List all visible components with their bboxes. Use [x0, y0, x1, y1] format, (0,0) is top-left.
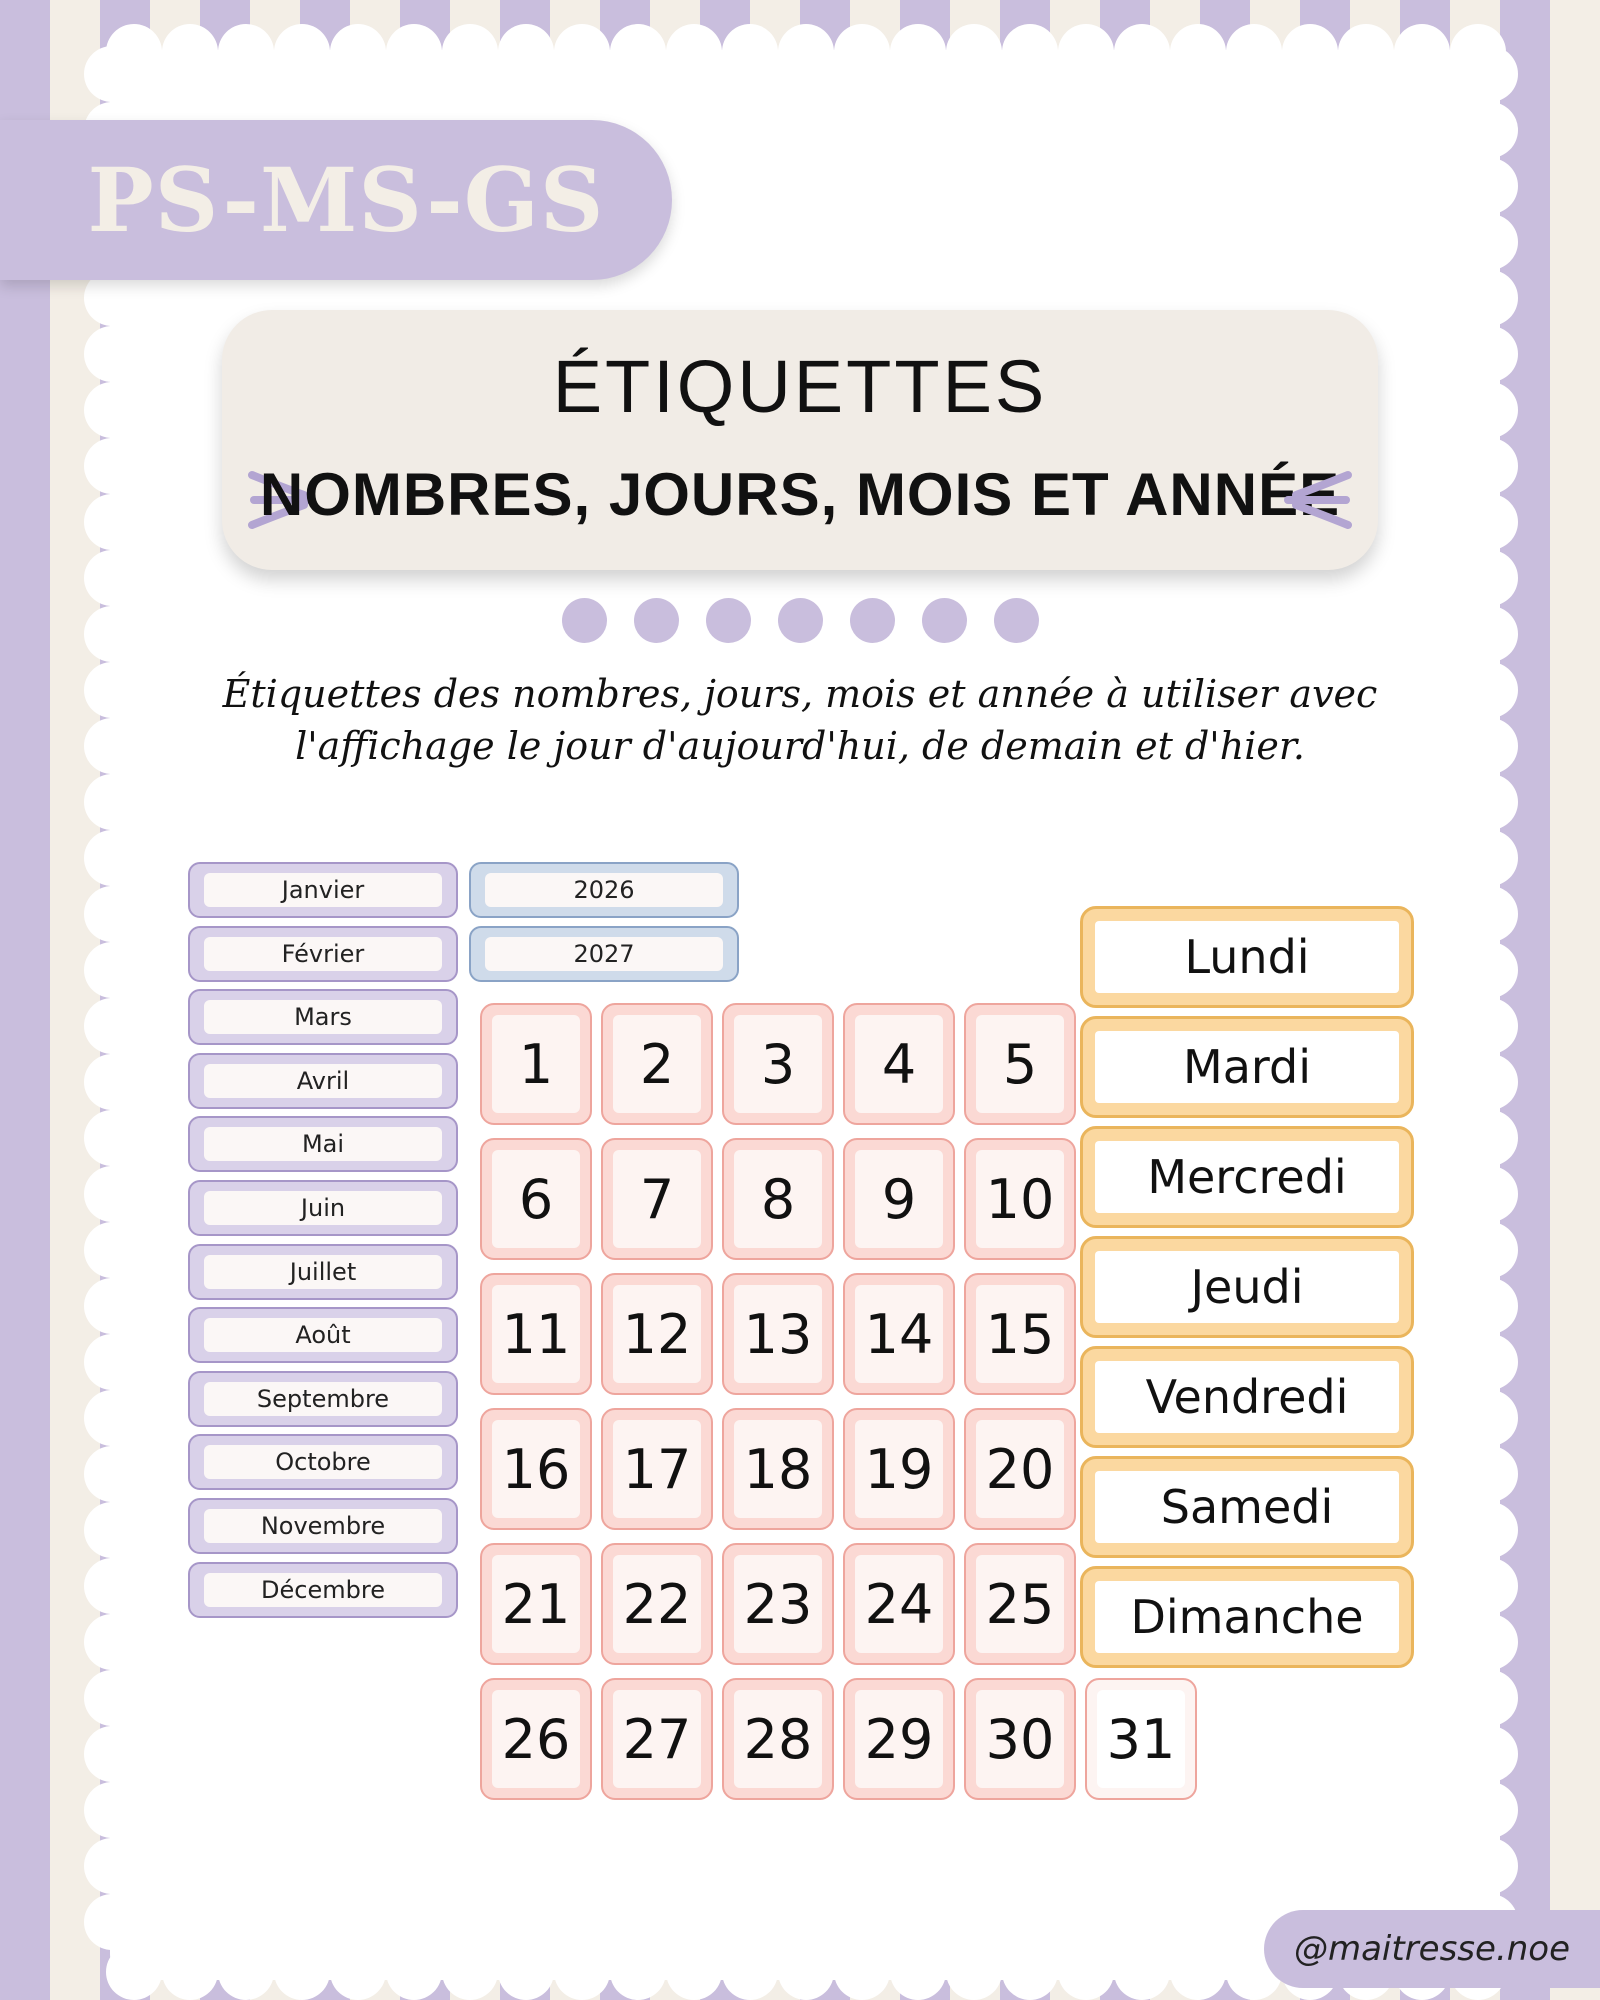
number-card — [601, 1138, 713, 1260]
scallop — [84, 830, 140, 886]
scallop — [1462, 1782, 1518, 1838]
scallop — [1462, 1726, 1518, 1782]
scallop — [84, 998, 140, 1054]
scallop — [330, 24, 386, 80]
number-card-text: 15 — [976, 1285, 1064, 1383]
number-card-text: 29 — [855, 1690, 943, 1788]
number-card-text: 8 — [734, 1150, 822, 1248]
number-card-text: 24 — [855, 1555, 943, 1653]
scallop — [778, 1944, 834, 2000]
dot — [994, 598, 1039, 643]
scallop — [1114, 1944, 1170, 2000]
scallop — [1462, 550, 1518, 606]
scallop — [1462, 606, 1518, 662]
scallop — [1462, 718, 1518, 774]
scallop — [84, 942, 140, 998]
description — [200, 668, 1400, 772]
scallop — [84, 1278, 140, 1334]
month-label-text: Février — [204, 937, 442, 971]
number-card-text: 30 — [976, 1690, 1064, 1788]
scallop — [1462, 1278, 1518, 1334]
level-text: PS-MS-GS — [87, 148, 605, 252]
month-label-text: Mars — [204, 1000, 442, 1034]
scallop — [890, 1944, 946, 2000]
number-card — [843, 1003, 955, 1125]
month-label — [188, 1244, 458, 1300]
month-label-text: Août — [204, 1318, 442, 1352]
number-card — [722, 1678, 834, 1800]
month-label-text: Novembre — [204, 1509, 442, 1543]
decorative-dots — [562, 598, 1039, 643]
scallop — [722, 1944, 778, 2000]
scallop — [84, 494, 140, 550]
scallop — [1462, 494, 1518, 550]
scallop — [1462, 942, 1518, 998]
scallop — [274, 24, 330, 80]
number-card-text: 14 — [855, 1285, 943, 1383]
month-label — [188, 1434, 458, 1490]
scallop — [1462, 1110, 1518, 1166]
scallop — [778, 24, 834, 80]
scallop — [84, 1222, 140, 1278]
scallop — [84, 718, 140, 774]
scallop-right-border — [1462, 46, 1518, 1950]
scallop — [1462, 1334, 1518, 1390]
month-label-text: Juin — [204, 1191, 442, 1225]
number-card — [843, 1138, 955, 1260]
number-card — [480, 1408, 592, 1530]
scallop — [84, 46, 140, 102]
month-label — [188, 1116, 458, 1172]
scallop — [1462, 1670, 1518, 1726]
month-label — [188, 1562, 458, 1618]
month-label-text: Avril — [204, 1064, 442, 1098]
page-subtitle: NOMBRES, JOURS, MOIS ET ANNÉE — [259, 461, 1341, 528]
scallop — [1114, 24, 1170, 80]
scallop — [890, 24, 946, 80]
month-label — [188, 1371, 458, 1427]
scallop — [1462, 438, 1518, 494]
scallop — [274, 1944, 330, 2000]
scallop — [386, 1944, 442, 2000]
number-card-text: 7 — [613, 1150, 701, 1248]
scallop — [84, 438, 140, 494]
scallop — [1394, 24, 1450, 80]
day-card-text: Mercredi — [1095, 1141, 1399, 1213]
number-card — [722, 1543, 834, 1665]
scallop — [1462, 1390, 1518, 1446]
scallop — [442, 24, 498, 80]
scallop — [84, 1782, 140, 1838]
year-label-text: 2027 — [485, 937, 723, 971]
month-label-text: Septembre — [204, 1382, 442, 1416]
scallop — [162, 24, 218, 80]
scallop — [1462, 1614, 1518, 1670]
month-label — [188, 1307, 458, 1363]
scallop — [1462, 1166, 1518, 1222]
month-label-text: Octobre — [204, 1445, 442, 1479]
number-card-text: 28 — [734, 1690, 822, 1788]
scallop — [1002, 1944, 1058, 2000]
month-label — [188, 1053, 458, 1109]
scallop — [722, 24, 778, 80]
month-label-text: Décembre — [204, 1573, 442, 1607]
number-card — [601, 1003, 713, 1125]
day-card — [1080, 1346, 1414, 1448]
scallop — [1462, 886, 1518, 942]
number-card-text: 23 — [734, 1555, 822, 1653]
scallop — [1462, 326, 1518, 382]
number-card-text: 11 — [492, 1285, 580, 1383]
scallop — [554, 1944, 610, 2000]
scallop — [1462, 774, 1518, 830]
scallop — [84, 606, 140, 662]
scallop — [84, 1726, 140, 1782]
dot — [562, 598, 607, 643]
number-card — [843, 1273, 955, 1395]
scallop — [1462, 270, 1518, 326]
scallop — [610, 1944, 666, 2000]
scallop — [84, 382, 140, 438]
day-card — [1080, 906, 1414, 1008]
number-card-text: 21 — [492, 1555, 580, 1653]
number-card — [1085, 1678, 1197, 1800]
number-card-text: 22 — [613, 1555, 701, 1653]
month-label-text: Janvier — [204, 873, 442, 907]
number-card — [601, 1273, 713, 1395]
number-card-text: 1 — [492, 1015, 580, 1113]
number-card — [964, 1003, 1076, 1125]
title-card — [222, 310, 1378, 570]
scallop — [84, 774, 140, 830]
month-label-text: Juillet — [204, 1255, 442, 1289]
number-card-text: 12 — [613, 1285, 701, 1383]
scallop — [442, 1944, 498, 2000]
year-label — [469, 926, 739, 982]
scallop — [1462, 662, 1518, 718]
dot — [922, 598, 967, 643]
scallop — [1338, 24, 1394, 80]
number-card-text: 9 — [855, 1150, 943, 1248]
number-card — [722, 1273, 834, 1395]
month-label-text: Mai — [204, 1127, 442, 1161]
scallop — [1058, 24, 1114, 80]
number-card-text: 4 — [855, 1015, 943, 1113]
dot — [706, 598, 751, 643]
scallop — [1462, 1558, 1518, 1614]
scallop — [84, 326, 140, 382]
number-card — [601, 1678, 713, 1800]
scallop — [1170, 24, 1226, 80]
number-card-text: 6 — [492, 1150, 580, 1248]
day-card — [1080, 1456, 1414, 1558]
day-card — [1080, 1016, 1414, 1118]
scallop — [946, 1944, 1002, 2000]
day-card — [1080, 1236, 1414, 1338]
month-label — [188, 1498, 458, 1554]
scallop — [84, 1054, 140, 1110]
number-card-text: 31 — [1097, 1690, 1185, 1788]
month-label — [188, 989, 458, 1045]
number-card — [601, 1543, 713, 1665]
description-line-2: l'affichage le jour d'aujourd'hui, de demain et d'hier. — [295, 724, 1305, 768]
scallop — [1462, 214, 1518, 270]
number-card — [964, 1408, 1076, 1530]
scallop — [84, 1446, 140, 1502]
month-label — [188, 1180, 458, 1236]
day-card-text: Vendredi — [1095, 1361, 1399, 1433]
author-handle: @maitresse.noe — [1293, 1929, 1571, 1969]
scallop — [1002, 24, 1058, 80]
number-card-text: 18 — [734, 1420, 822, 1518]
scallop — [834, 1944, 890, 2000]
number-card-text: 2 — [613, 1015, 701, 1113]
day-card-text: Mardi — [1095, 1031, 1399, 1103]
scallop — [1462, 46, 1518, 102]
number-card-text: 25 — [976, 1555, 1064, 1653]
number-card — [480, 1273, 592, 1395]
scallop — [498, 24, 554, 80]
scallop — [1462, 1054, 1518, 1110]
number-card — [722, 1408, 834, 1530]
month-label — [188, 862, 458, 918]
number-card-text: 17 — [613, 1420, 701, 1518]
number-card — [601, 1408, 713, 1530]
scallop — [834, 24, 890, 80]
day-card-text: Lundi — [1095, 921, 1399, 993]
scallop — [1058, 1944, 1114, 2000]
number-card — [480, 1678, 592, 1800]
scallop — [84, 886, 140, 942]
number-card — [843, 1678, 955, 1800]
year-label-text: 2026 — [485, 873, 723, 907]
level-badge — [0, 120, 672, 280]
number-card — [843, 1408, 955, 1530]
scallop — [554, 24, 610, 80]
number-card — [843, 1543, 955, 1665]
scallop — [84, 1894, 140, 1950]
scallop — [610, 24, 666, 80]
scallop — [1462, 102, 1518, 158]
scallop — [1462, 1222, 1518, 1278]
page-title: ÉTIQUETTES — [552, 345, 1048, 428]
day-card — [1080, 1126, 1414, 1228]
scallop-top-border — [106, 24, 1506, 80]
scallop — [84, 1558, 140, 1614]
number-card-text: 5 — [976, 1015, 1064, 1113]
scallop — [1462, 1838, 1518, 1894]
scallop-left-border — [84, 46, 140, 1950]
number-card — [722, 1138, 834, 1260]
number-card-text: 13 — [734, 1285, 822, 1383]
scallop — [666, 24, 722, 80]
author-handle-badge — [1264, 1910, 1600, 1988]
number-card — [480, 1138, 592, 1260]
scallop — [1462, 158, 1518, 214]
day-card-text: Jeudi — [1095, 1251, 1399, 1323]
number-card — [964, 1678, 1076, 1800]
scallop — [1282, 24, 1338, 80]
number-card — [964, 1543, 1076, 1665]
scallop — [1462, 830, 1518, 886]
sparkle-right-icon — [1268, 465, 1358, 535]
number-card — [964, 1273, 1076, 1395]
scallop — [84, 1614, 140, 1670]
scallop — [666, 1944, 722, 2000]
description-line-1: Étiquettes des nombres, jours, mois et année à utiliser avec — [222, 672, 1378, 716]
number-card-text: 27 — [613, 1690, 701, 1788]
month-label — [188, 926, 458, 982]
scallop — [386, 24, 442, 80]
scallop — [498, 1944, 554, 2000]
dot — [850, 598, 895, 643]
number-card-text: 16 — [492, 1420, 580, 1518]
number-card — [722, 1003, 834, 1125]
number-card — [964, 1138, 1076, 1260]
scallop — [1462, 382, 1518, 438]
scallop — [84, 1670, 140, 1726]
scallop — [84, 1334, 140, 1390]
scallop — [330, 1944, 386, 2000]
day-card-text: Dimanche — [1095, 1581, 1399, 1653]
scallop — [1462, 1502, 1518, 1558]
dot — [634, 598, 679, 643]
number-card-text: 20 — [976, 1420, 1064, 1518]
year-label — [469, 862, 739, 918]
scallop — [84, 1390, 140, 1446]
scallop — [84, 550, 140, 606]
scallop — [84, 1166, 140, 1222]
scallop — [946, 24, 1002, 80]
number-card-text: 26 — [492, 1690, 580, 1788]
number-card-text: 10 — [976, 1150, 1064, 1248]
number-card — [480, 1003, 592, 1125]
scallop — [84, 1838, 140, 1894]
scallop — [106, 1944, 162, 2000]
scallop — [218, 1944, 274, 2000]
number-card-text: 3 — [734, 1015, 822, 1113]
number-card — [480, 1543, 592, 1665]
scallop — [84, 662, 140, 718]
scallop — [162, 1944, 218, 2000]
day-card-text: Samedi — [1095, 1471, 1399, 1543]
scallop — [1170, 1944, 1226, 2000]
scallop — [1462, 1446, 1518, 1502]
scallop — [218, 24, 274, 80]
scallop — [1226, 24, 1282, 80]
number-card-text: 19 — [855, 1420, 943, 1518]
dot — [778, 598, 823, 643]
scallop — [1462, 998, 1518, 1054]
scallop — [84, 1502, 140, 1558]
day-card — [1080, 1566, 1414, 1668]
scallop — [84, 1110, 140, 1166]
